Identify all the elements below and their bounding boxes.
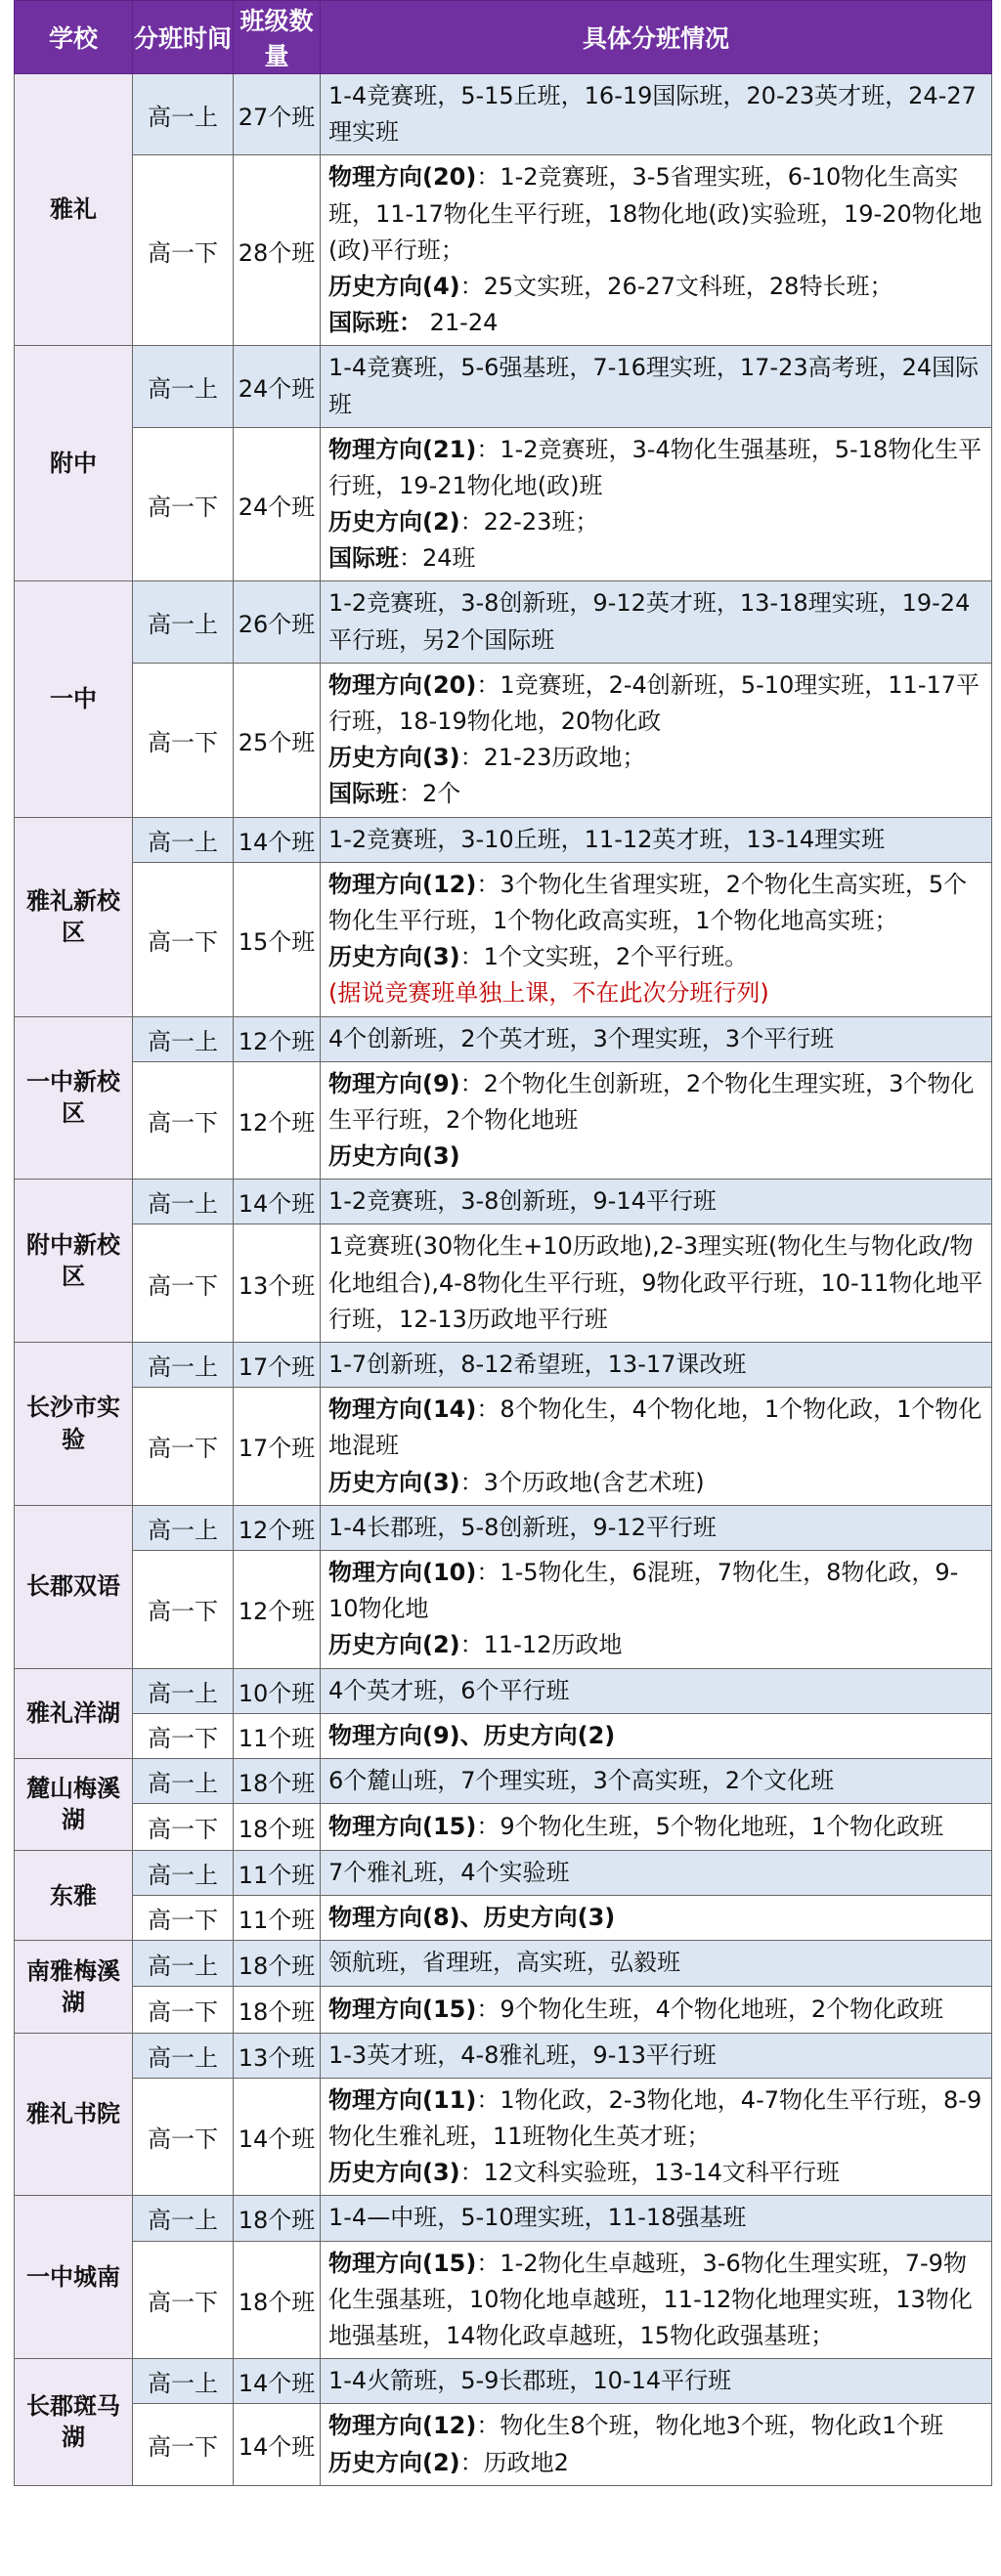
direction-label: 物理方向(8)、历史方向(3) <box>328 1904 616 1932</box>
detail-line <box>328 432 985 504</box>
detail-text: 1-2竞赛班，3-8创新班，9-12英才班，13-18理实班，19-24平行班，另2个国际班 <box>328 589 971 654</box>
table-row <box>15 1343 992 1388</box>
detail-text: 6个麓山班，7个理实班，3个高实班，2个文化班 <box>328 1766 835 1794</box>
school-name-cell: 雅礼洋湖 <box>15 1668 133 1758</box>
class-count-cell: 11个班 <box>234 1851 321 1896</box>
school-name-cell: 长郡斑马湖 <box>15 2359 133 2486</box>
term-cell: 高一下 <box>133 2404 234 2485</box>
direction-label: 物理方向(9)、历史方向(2) <box>328 1721 616 1749</box>
term-cell: 高一下 <box>133 862 234 1016</box>
table-row <box>15 1505 992 1550</box>
table-row <box>15 1941 992 1986</box>
direction-label: 物理方向(12) <box>328 2412 477 2440</box>
detail-text: ：11-12历政地 <box>459 1631 623 1659</box>
table-row <box>15 817 992 862</box>
class-count-cell: 25个班 <box>234 663 321 817</box>
class-division-table-container <box>14 0 999 2486</box>
detail-cell <box>321 862 992 1016</box>
term-cell: 高一上 <box>133 2196 234 2241</box>
table-row <box>15 2404 992 2485</box>
header-term: 分班时间 <box>133 1 234 74</box>
class-count-cell: 18个班 <box>234 1804 321 1851</box>
detail-line <box>328 1627 985 1663</box>
detail-cell <box>321 1668 992 1713</box>
direction-label: 国际班 <box>328 544 399 573</box>
detail-cell <box>321 1061 992 1180</box>
detail-line <box>328 1347 985 1383</box>
table-row <box>15 74 992 155</box>
detail-line <box>328 2038 985 2074</box>
detail-line <box>328 1809 985 1845</box>
detail-text: 1-4竞赛班，5-6强基班，7-16理实班，17-23高考班，24国际班 <box>328 354 979 418</box>
detail-line <box>328 1465 985 1501</box>
school-name-cell: 雅礼新校区 <box>15 817 133 1016</box>
table-row <box>15 1986 992 2033</box>
detail-line <box>328 269 985 305</box>
header-school: 学校 <box>15 1 133 74</box>
detail-text: ：8个物化生，4个物化地，1个物化政，1个物化地混班 <box>328 1395 982 1460</box>
detail-line <box>328 740 985 776</box>
term-cell: 高一上 <box>133 74 234 155</box>
table-row <box>15 1896 992 1941</box>
detail-text: 4个英才班，6个平行班 <box>328 1676 570 1704</box>
table-row <box>15 2241 992 2359</box>
school-name-cell: 雅礼书院 <box>15 2033 133 2196</box>
detail-text: ：3个历政地(含艺术班) <box>459 1468 705 1496</box>
detail-cell <box>321 1180 992 1224</box>
detail-text: ：3个物化生省理实班，2个物化生高实班，5个物化生平行班，1个物化政高实班，1个物化地高实班； <box>328 870 968 934</box>
detail-text: ：22-23班； <box>459 508 599 537</box>
term-cell: 高一上 <box>133 1016 234 1061</box>
direction-label: 国际班 <box>328 780 399 808</box>
detail-text: 1-7创新班，8-12希望班，13-17课改班 <box>328 1351 747 1378</box>
detail-line <box>328 975 985 1011</box>
table-row <box>15 427 992 581</box>
detail-text: 4个创新班，2个英才班，3个理实班，3个平行班 <box>328 1024 835 1052</box>
table-row <box>15 1180 992 1224</box>
school-name-cell: 附中 <box>15 346 133 581</box>
table-row <box>15 1224 992 1343</box>
detail-line <box>328 1900 985 1936</box>
class-count-cell: 26个班 <box>234 581 321 663</box>
direction-label: 历史方向(3) <box>328 943 460 971</box>
term-cell: 高一下 <box>133 1061 234 1180</box>
detail-text: 1竞赛班(30物化生+10历政地),2-3理实班(物化生与物化政/物化地组合),4-8物化生平行班，9物化政平行班，10-11物化地平行班，12-13历政地平行班 <box>328 1232 983 1333</box>
table-row <box>15 1668 992 1713</box>
table-body <box>15 74 992 2486</box>
detail-text: ：1-2物化生卓越班，3-6物化生理实班，7-9物化生强基班，10物化地卓越班，11-12物化地理实班，13物化地强基班，14物化政卓越班，15物化政强基班； <box>328 2249 973 2349</box>
detail-cell <box>321 1388 992 1506</box>
detail-cell <box>321 817 992 862</box>
detail-cell <box>321 1343 992 1388</box>
class-count-cell: 24个班 <box>234 427 321 581</box>
detail-text: ：1竞赛班，2-4创新班，5-10理实班，11-17平行班，18-19物化地，20物化政 <box>328 670 980 735</box>
school-name-cell: 长沙市实验 <box>15 1343 133 1506</box>
term-cell: 高一下 <box>133 663 234 817</box>
table-row <box>15 1550 992 1668</box>
detail-line <box>328 350 985 422</box>
note-text: (据说竞赛班单独上课，不在此次分班行列) <box>328 979 769 1008</box>
school-name-cell: 南雅梅溪湖 <box>15 1941 133 2033</box>
detail-text: ：1-2竞赛班，3-5省理实班，6-10物化生高实班，11-17物化生平行班，18物化地(政)实验班，19-20物化地(政)平行班； <box>328 163 982 264</box>
detail-line <box>328 2246 985 2355</box>
detail-cell <box>321 427 992 581</box>
direction-label: 历史方向(2) <box>328 508 460 537</box>
table-row <box>15 155 992 346</box>
class-count-cell: 13个班 <box>234 1224 321 1343</box>
detail-cell <box>321 1804 992 1851</box>
detail-line <box>328 1066 985 1138</box>
term-cell: 高一上 <box>133 1180 234 1224</box>
detail-text: ：1个文实班，2个平行班。 <box>459 943 749 971</box>
detail-line <box>328 939 985 975</box>
term-cell: 高一上 <box>133 581 234 663</box>
detail-text: ：21-23历政地； <box>459 744 646 772</box>
detail-line <box>328 540 985 577</box>
term-cell: 高一上 <box>133 1851 234 1896</box>
detail-line <box>328 1945 985 1981</box>
detail-text: 1-2竞赛班，3-10丘班，11-12英才班，13-14理实班 <box>328 825 886 853</box>
class-count-cell: 12个班 <box>234 1505 321 1550</box>
detail-text: 1-4竞赛班，5-15丘班，16-19国际班，20-23英才班，24-27理实班 <box>328 82 977 147</box>
detail-line <box>328 667 985 740</box>
detail-text: ：2个物化生创新班，2个物化生理实班，3个物化生平行班，2个物化地班 <box>328 1069 975 1134</box>
detail-cell <box>321 155 992 346</box>
direction-label: 物理方向(12) <box>328 870 477 898</box>
table-row <box>15 2359 992 2404</box>
detail-cell <box>321 1986 992 2033</box>
direction-label: 历史方向(3) <box>328 2159 460 2187</box>
detail-line <box>328 1138 985 1175</box>
class-count-cell: 24个班 <box>234 346 321 427</box>
class-count-cell: 14个班 <box>234 2404 321 2485</box>
class-count-cell: 12个班 <box>234 1016 321 1061</box>
detail-text: 1-3英才班，4-8雅礼班，9-13平行班 <box>328 2040 717 2069</box>
detail-line <box>328 159 985 269</box>
detail-line <box>328 1673 985 1709</box>
detail-line <box>328 867 985 939</box>
table-row <box>15 1851 992 1896</box>
class-count-cell: 14个班 <box>234 2078 321 2196</box>
term-cell: 高一上 <box>133 346 234 427</box>
detail-cell <box>321 1851 992 1896</box>
detail-cell <box>321 1550 992 1668</box>
detail-cell <box>321 2359 992 2404</box>
direction-label: 物理方向(15) <box>328 1995 477 2023</box>
class-count-cell: 15个班 <box>234 862 321 1016</box>
direction-label: 物理方向(15) <box>328 1812 477 1840</box>
term-cell: 高一上 <box>133 1505 234 1550</box>
detail-text: 7个雅礼班，4个实验班 <box>328 1859 570 1887</box>
detail-cell <box>321 1896 992 1941</box>
term-cell: 高一下 <box>133 427 234 581</box>
detail-line <box>328 305 985 341</box>
detail-cell <box>321 1941 992 1986</box>
detail-line <box>328 1510 985 1546</box>
detail-line <box>328 2445 985 2481</box>
term-cell: 高一上 <box>133 1668 234 1713</box>
class-count-cell: 11个班 <box>234 1713 321 1758</box>
detail-text: 领航班，省理班，高实班，弘毅班 <box>328 1949 680 1977</box>
detail-line <box>328 2200 985 2236</box>
class-count-cell: 14个班 <box>234 817 321 862</box>
class-count-cell: 12个班 <box>234 1550 321 1668</box>
class-count-cell: 17个班 <box>234 1388 321 1506</box>
direction-label: 历史方向(3) <box>328 744 460 772</box>
term-cell: 高一上 <box>133 1758 234 1803</box>
class-count-cell: 27个班 <box>234 74 321 155</box>
class-count-cell: 18个班 <box>234 2196 321 2241</box>
header-row <box>15 1 992 74</box>
term-cell: 高一下 <box>133 1986 234 2033</box>
term-cell: 高一上 <box>133 2033 234 2078</box>
direction-label: 物理方向(21) <box>328 435 477 463</box>
class-count-cell: 17个班 <box>234 1343 321 1388</box>
detail-text: ：1物化政，2-3物化地，4-7物化生平行班，8-9物化生雅礼班，11班物化生英才班； <box>328 2085 982 2150</box>
detail-text: 1-2竞赛班，3-8创新班，9-14平行班 <box>328 1187 717 1216</box>
class-count-cell: 18个班 <box>234 2241 321 2359</box>
term-cell: 高一下 <box>133 2078 234 2196</box>
class-count-cell: 28个班 <box>234 155 321 346</box>
detail-line <box>328 1763 985 1799</box>
detail-cell <box>321 581 992 663</box>
term-cell: 高一上 <box>133 1941 234 1986</box>
class-count-cell: 10个班 <box>234 1668 321 1713</box>
detail-cell <box>321 2241 992 2359</box>
class-count-cell: 13个班 <box>234 2033 321 2078</box>
detail-text: 1-4长郡班，5-8创新班，9-12平行班 <box>328 1513 717 1541</box>
detail-cell <box>321 2404 992 2485</box>
detail-cell <box>321 663 992 817</box>
direction-label: 历史方向(2) <box>328 1631 460 1659</box>
detail-line <box>328 776 985 812</box>
table-row <box>15 1804 992 1851</box>
detail-cell <box>321 74 992 155</box>
table-row <box>15 346 992 427</box>
table-row <box>15 1713 992 1758</box>
direction-label: 国际班： <box>328 309 422 337</box>
detail-text: ：1-5物化生，6混班，7物化生，8物化政，9-10物化地 <box>328 1558 959 1623</box>
class-count-cell: 18个班 <box>234 1941 321 1986</box>
school-name-cell: 麓山梅溪湖 <box>15 1758 133 1850</box>
class-division-table <box>14 0 992 2486</box>
detail-cell <box>321 1505 992 1550</box>
detail-text: ：9个物化生班，5个物化地班，1个物化政班 <box>476 1812 944 1840</box>
table-row <box>15 1061 992 1180</box>
detail-line <box>328 504 985 540</box>
school-name-cell: 东雅 <box>15 1851 133 1941</box>
detail-cell <box>321 2078 992 2196</box>
detail-cell <box>321 1016 992 1061</box>
direction-label: 历史方向(3) <box>328 1468 460 1496</box>
detail-cell <box>321 2033 992 2078</box>
detail-text: ：25文实班，26-27文科班，28特长班； <box>459 272 893 300</box>
detail-line <box>328 2155 985 2191</box>
header-count: 班级数量 <box>234 1 321 74</box>
term-cell: 高一上 <box>133 817 234 862</box>
table-row <box>15 1016 992 1061</box>
term-cell: 高一下 <box>133 155 234 346</box>
class-count-cell: 12个班 <box>234 1061 321 1180</box>
table-row <box>15 1758 992 1803</box>
direction-label: 历史方向(4) <box>328 272 460 300</box>
detail-line <box>328 1228 985 1338</box>
term-cell: 高一上 <box>133 1343 234 1388</box>
detail-line <box>328 1021 985 1057</box>
direction-label: 物理方向(20) <box>328 163 477 192</box>
table-row <box>15 2033 992 2078</box>
detail-cell <box>321 346 992 427</box>
detail-line <box>328 2408 985 2444</box>
class-count-cell: 14个班 <box>234 1180 321 1224</box>
class-count-cell: 18个班 <box>234 1758 321 1803</box>
school-name-cell: 附中新校区 <box>15 1180 133 1343</box>
table-row <box>15 1388 992 1506</box>
term-cell: 高一下 <box>133 1713 234 1758</box>
detail-text: 1-4火箭班，5-9长郡班，10-14平行班 <box>328 2367 732 2395</box>
detail-text: ：1-2竞赛班，3-4物化生强基班，5-18物化生平行班，19-21物化地(政)班 <box>328 435 982 499</box>
table-row <box>15 663 992 817</box>
detail-line <box>328 1555 985 1627</box>
term-cell: 高一上 <box>133 2359 234 2404</box>
table-row <box>15 2196 992 2241</box>
detail-cell <box>321 2196 992 2241</box>
detail-text: ：12文科实验班，13-14文科平行班 <box>459 2159 840 2187</box>
direction-label: 物理方向(11) <box>328 2085 477 2114</box>
direction-label: 物理方向(9) <box>328 1069 460 1097</box>
term-cell: 高一下 <box>133 1804 234 1851</box>
class-count-cell: 18个班 <box>234 1986 321 2033</box>
school-name-cell: 雅礼 <box>15 74 133 346</box>
detail-line <box>328 2363 985 2399</box>
detail-text: ：9个物化生班，4个物化地班，2个物化政班 <box>476 1995 944 2023</box>
table-row <box>15 2078 992 2196</box>
detail-text: 1-4—中班，5-10理实班，11-18强基班 <box>328 2204 747 2232</box>
table-row <box>15 862 992 1016</box>
class-count-cell: 11个班 <box>234 1896 321 1941</box>
direction-label: 物理方向(10) <box>328 1558 477 1586</box>
direction-label: 历史方向(2) <box>328 2448 460 2476</box>
direction-label: 历史方向(3) <box>328 1142 460 1171</box>
class-count-cell: 14个班 <box>234 2359 321 2404</box>
school-name-cell: 一中新校区 <box>15 1016 133 1180</box>
detail-line <box>328 822 985 858</box>
term-cell: 高一下 <box>133 1388 234 1506</box>
detail-text: 21-24 <box>422 309 499 337</box>
detail-line <box>328 78 985 150</box>
detail-line <box>328 585 985 658</box>
detail-line <box>328 2082 985 2155</box>
detail-text: ：物化生8个班，物化地3个班，物化政1个班 <box>476 2412 944 2440</box>
detail-line <box>328 1183 985 1220</box>
detail-text: ：24班 <box>399 544 476 573</box>
detail-line <box>328 1392 985 1464</box>
direction-label: 物理方向(14) <box>328 1395 477 1424</box>
school-name-cell: 一中城南 <box>15 2196 133 2359</box>
detail-cell <box>321 1758 992 1803</box>
detail-line <box>328 1718 985 1754</box>
school-name-cell: 一中 <box>15 581 133 817</box>
table-row <box>15 581 992 663</box>
detail-text: ：2个 <box>399 780 461 808</box>
detail-line <box>328 1992 985 2028</box>
detail-text: ：历政地2 <box>459 2448 569 2476</box>
direction-label: 物理方向(20) <box>328 670 477 699</box>
term-cell: 高一下 <box>133 1550 234 1668</box>
term-cell: 高一下 <box>133 1896 234 1941</box>
school-name-cell: 长郡双语 <box>15 1505 133 1668</box>
term-cell: 高一下 <box>133 1224 234 1343</box>
direction-label: 物理方向(15) <box>328 2249 477 2277</box>
detail-line <box>328 1855 985 1891</box>
detail-cell <box>321 1224 992 1343</box>
header-detail: 具体分班情况 <box>321 1 992 74</box>
detail-cell <box>321 1713 992 1758</box>
term-cell: 高一下 <box>133 2241 234 2359</box>
